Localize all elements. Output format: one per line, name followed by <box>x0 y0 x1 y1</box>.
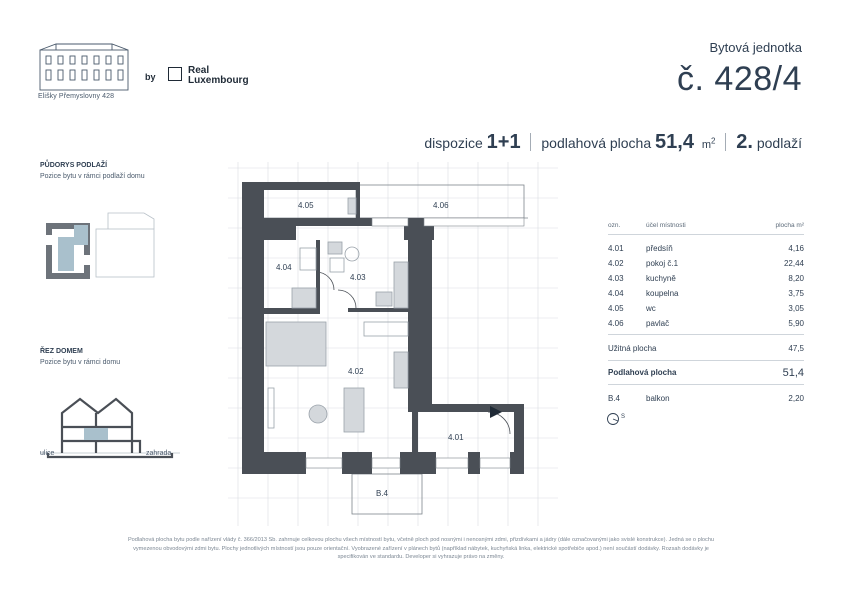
row-purpose: wc <box>646 304 656 313</box>
floorplan-section-title: PŮDORYS PODLAŽÍ <box>40 162 108 169</box>
divider <box>608 234 804 235</box>
section-view-title: ŘEZ DOMEM <box>40 348 83 355</box>
row-code: 4.01 <box>608 244 624 253</box>
area-unit <box>701 136 716 151</box>
footnote-line-1: Podlahová plocha bytu podle nařízení vlády č. 366/2013 Sb. zahrnuje celkovou plochu všech místností bytu, včetně ploch pod nosnými i nenosnými zdmi, přizdívkami a jádry (dále označovanými jako svislé konstrukce). Jedná se o plochu <box>127 537 715 543</box>
row-purpose: pavlač <box>646 319 670 328</box>
row-area: 4,16 <box>788 244 804 253</box>
floor-area-row <box>608 368 804 380</box>
floor-label: podlaží <box>756 135 802 151</box>
divider <box>608 360 804 361</box>
developer-logo <box>168 66 258 88</box>
usable-area-row <box>608 344 804 356</box>
row-code: 4.04 <box>608 289 624 298</box>
room-label-4-04: 4.04 <box>276 263 292 272</box>
table-row <box>608 289 804 301</box>
table-row <box>608 259 804 271</box>
compass-icon <box>606 412 620 426</box>
table-header <box>608 222 804 234</box>
separator <box>725 133 726 151</box>
floor-area-label: Podlahová plocha <box>608 368 677 377</box>
room-table <box>608 222 804 422</box>
balcony-purpose: balkon <box>646 394 670 403</box>
street-label: ulice <box>40 450 55 457</box>
project-name: Elišky Přemyslovny 428 <box>38 93 115 100</box>
area-unit-sup: 2 <box>711 136 716 146</box>
row-area: 8,20 <box>788 274 804 283</box>
building-logo <box>36 42 132 92</box>
divider <box>608 384 804 385</box>
row-code: 4.06 <box>608 319 624 328</box>
unit-summary <box>424 131 802 154</box>
footnote-line-3: specifikován ve standardu. Developer si vyhrazuje právo na změny. <box>337 554 505 560</box>
room-label-4-03: 4.03 <box>350 273 366 282</box>
floorplan-section-subtitle: Pozice bytu v rámci podlaží domu <box>40 173 145 180</box>
unit-number: č. 428/4 <box>677 60 802 98</box>
room-label-4-06: 4.06 <box>433 201 449 210</box>
row-code: 4.02 <box>608 259 624 268</box>
developer-name-line2: Luxembourg <box>188 75 249 86</box>
developer-logo-mark <box>168 67 182 81</box>
area-unit-base: m <box>701 139 712 151</box>
room-label-4-01: 4.01 <box>448 433 464 442</box>
row-purpose: koupelna <box>646 289 679 298</box>
row-area: 22,44 <box>783 259 804 268</box>
floor-position-diagram <box>40 205 160 285</box>
floor-area-value: 51,4 <box>782 367 804 379</box>
separator <box>530 133 531 151</box>
row-purpose: pokoj č.1 <box>646 259 679 268</box>
disposition-label: dispozice <box>424 135 483 151</box>
header-area: plocha m² <box>775 222 804 229</box>
area-value: 51,4 <box>655 131 694 153</box>
balcony-code: B.4 <box>608 394 621 403</box>
apartment-floor-plan <box>228 162 558 526</box>
balcony-area: 2,20 <box>788 394 804 403</box>
row-area: 3,75 <box>788 289 804 298</box>
divider <box>608 334 804 335</box>
row-purpose: kuchyně <box>646 274 676 283</box>
footnote-line-2: vymezenou obvodovými zdmi bytu. Plochy jednotlivých místností jsou pouze orientační. Vyobrazené zařízení v plánech bytů (například nábytek, kuchyňská linka, elektrické spotřebiče apod.) není součástí dodávky. Rozsah dodávky je <box>133 545 709 552</box>
garden-label: zahrada <box>146 450 172 457</box>
table-row <box>608 319 804 331</box>
unit-label: Bytová jednotka <box>709 40 802 55</box>
disposition-value: 1+1 <box>486 131 521 153</box>
floor-value: 2. <box>736 131 753 153</box>
usable-area-value: 47,5 <box>788 344 804 353</box>
room-label-b-4: B.4 <box>376 489 389 498</box>
compass <box>606 412 630 428</box>
compass-letter: S <box>621 414 626 420</box>
building-section-diagram <box>40 395 180 475</box>
table-row <box>608 304 804 316</box>
developer-name-line1: Real <box>188 65 210 76</box>
section-view-subtitle: Pozice bytu v rámci domu <box>40 359 121 366</box>
row-area: 5,90 <box>788 319 804 328</box>
row-code: 4.03 <box>608 274 624 283</box>
room-label-4-02: 4.02 <box>348 367 364 376</box>
room-label-4-05: 4.05 <box>298 201 314 210</box>
footnote <box>30 536 812 562</box>
table-row <box>608 244 804 256</box>
row-purpose: předsíň <box>646 244 673 253</box>
area-label: podlahová plocha <box>541 135 652 151</box>
header-purpose: účel místnosti <box>646 222 686 229</box>
header-code: ozn. <box>608 222 621 229</box>
balcony-row <box>608 394 804 406</box>
by-label: by <box>145 72 156 82</box>
usable-area-label: Užitná plocha <box>608 344 657 353</box>
table-row <box>608 274 804 286</box>
row-code: 4.05 <box>608 304 624 313</box>
row-area: 3,05 <box>788 304 804 313</box>
